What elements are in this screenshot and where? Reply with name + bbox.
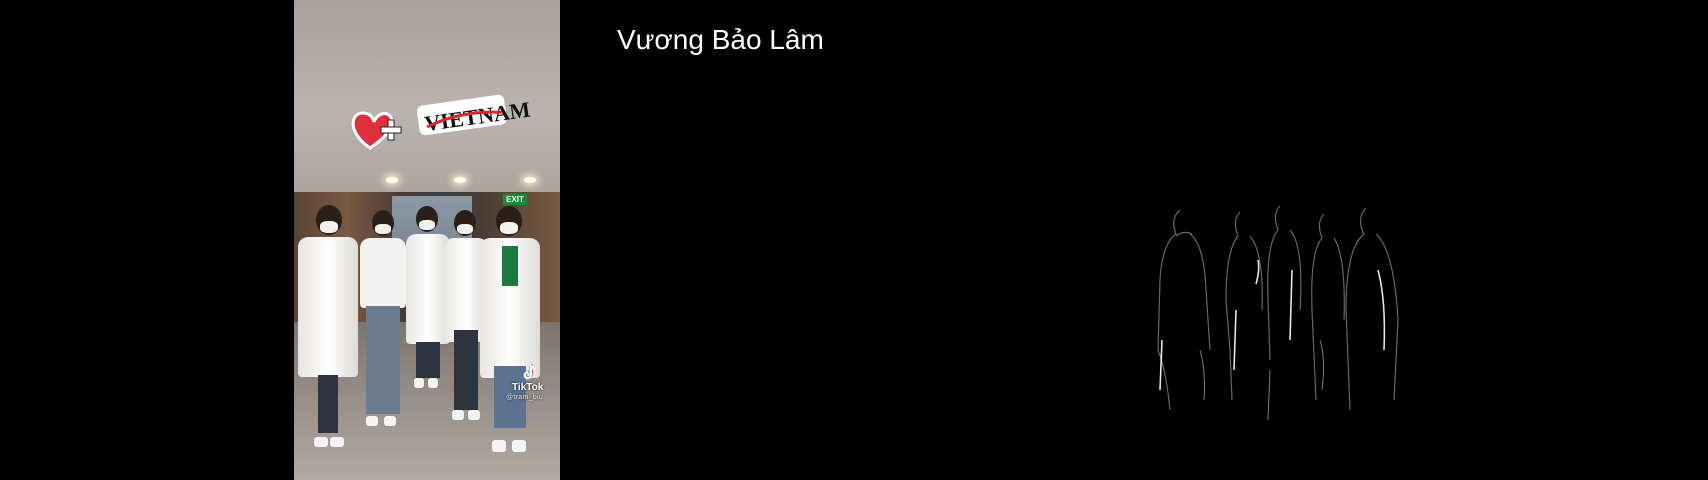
title: Vương Bảo Lâm — [617, 24, 824, 55]
tiktok-label: TikTok — [512, 382, 544, 393]
vietnam-logo — [416, 92, 532, 140]
edge-silhouette — [1140, 200, 1420, 440]
tiktok-icon — [523, 364, 537, 380]
ceiling-light — [386, 177, 398, 183]
vietnam-logo-text: VIETNAM — [422, 96, 532, 137]
heart-plus-icon — [350, 106, 408, 152]
ceiling-light — [454, 177, 466, 183]
tiktok-handle: @tram_biu — [506, 394, 544, 401]
exit-sign: EXIT — [503, 194, 527, 205]
sticker-overlay — [350, 92, 532, 156]
ceiling-light — [524, 177, 536, 183]
video-panel — [294, 0, 560, 480]
